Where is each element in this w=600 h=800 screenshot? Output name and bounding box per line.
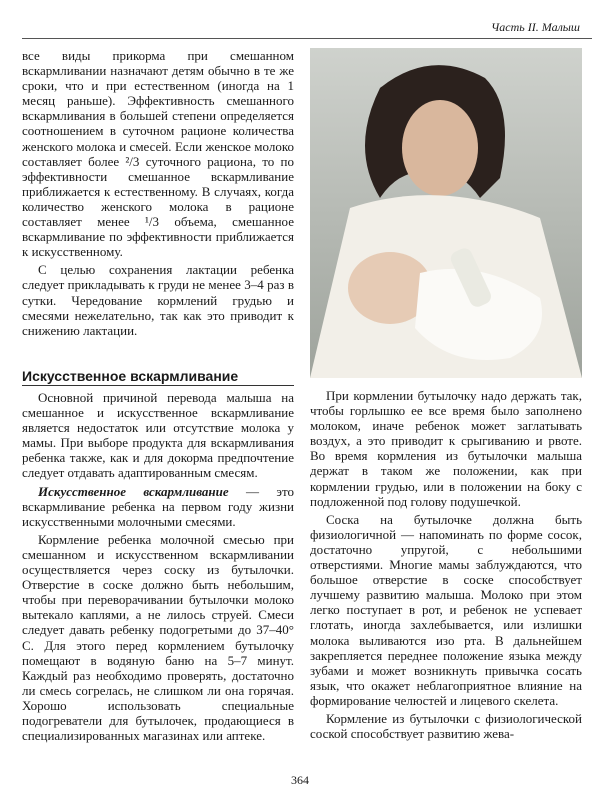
paragraph: Соска на бутылочке должна быть физиологичной — напоминать по форме сосок, достаточно упругой, с небольшими отверстиями. Многие мамы заблуждаются, что большое отверстие в соске способствует лучшему развитию малыша. Молоко при этом легко поступает в рот, и ребенок не успевает глотать, иногда захлебывается, или излишки молока выливаются изо рта. В дальнейшем закрепляется переднее положение языка между зубами и может возникнуть привычка сосать язык, что окажет неблагоприятное влияние на формирование челюстей и лицевого скелета. [310, 511, 582, 708]
paragraph: Кормление из бутылочки с физиологической соской способствует развитию жева- [310, 710, 582, 742]
photo-mother-feeding-baby [310, 48, 582, 378]
definition-text: — это вскармливание ребенка на первом году жизни искусственными молочными смесями. [22, 483, 294, 529]
paragraph: все виды прикорма при смешанном вскармливании назначают детям обычно в те же сроки, что и при естественном (иногда на 1 месяц раньше). Эффективность смешанного вскармливания в большей степени определяется соотношением в суточном рационе количества женского молока и смесей. Если женское молоко составляет более ²/3 суточного рациона, то по эффективности смешанное вскармливание приближается к естественному. В случаях, когда количество женского молока в рационе составляет менее ¹/3 объема, смешанное вскармливание по эффективности приближается к искусственному. [22, 48, 294, 260]
left-column-bottom [22, 390, 294, 743]
definition-term: Искусственное вскармливание [38, 483, 229, 499]
paragraph-definition [22, 484, 294, 529]
section-rule [22, 385, 294, 386]
running-header: Часть II. Малыш [491, 20, 580, 34]
page-number: 364 [291, 773, 309, 787]
paragraph: С целью сохранения лактации ребенка следует прикладывать к груди не менее 3–4 раз в сутки. Чередование кормлений грудью и смесями нежелательно, так как это приводит к снижению лактации. [22, 262, 294, 338]
paragraph: При кормлении бутылочку надо держать так, чтобы горлышко ее все время было заполнено молоком, иначе ребенок может заглатывать воздух, а это приводит к срыгиванию и рвоте. Во время кормления из бутылочки малыша держат в таком же положении, как при кормлении грудью, или в положении на боку с подложенной под голову подушечкой. [310, 388, 582, 509]
photo-mother-feeding-baby-icon [310, 48, 582, 378]
right-column [310, 388, 582, 741]
paragraph: Основной причиной перевода малыша на смешанное и искусственное вскармливание является недостаток или отсутствие молока у мамы. При выборе продукта для вскармливания ребенка также, как и для докорма предпочтение следует отдавать адаптированным смесям. [22, 390, 294, 481]
section-title: Искусственное вскармливание [22, 368, 239, 384]
paragraph: Кормление ребенка молочной смесью при смешанном и искусственном вскармливании осуществляется через соску из бутылочки. Отверстие в соске должно быть небольшим, чтобы при переворачивании бутылочки молоко вытекало каплями, а не лилось струей. Смеси следует давать ребенку подогретыми до 37–40° С. Для этого перед кормлением бутылочку помещают в водяную баню на 5–7 минут. Каждый раз необходимо проверять, достаточно ли смесь согрелась, не слишком ли она горячая. Хорошо использовать специальные подогреватели для бутылочек, продающиеся в специализированных магазинах или аптеке. [22, 531, 294, 744]
header-rule [22, 38, 592, 39]
left-column-top [22, 48, 294, 338]
